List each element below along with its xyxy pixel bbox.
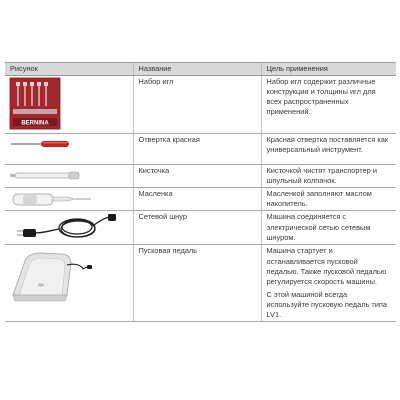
screwdriver-picture [5,134,133,164]
picture-cell [5,245,133,322]
purpose-text: Масленкой заполняют маслом накопитель. [266,189,372,209]
table-row [5,165,396,188]
column-header-picture: Рисунок [5,63,133,76]
name-cell: Масленка [133,188,261,211]
oiler-icon [5,188,133,210]
name-cell: Отвертка красная [133,134,261,165]
table-row [5,134,396,165]
foot-pedal-icon [5,245,133,309]
column-header-name: Название [133,63,261,76]
power-cord-picture [5,211,133,244]
purpose-text: Машина соединяется с электрической сетью сетевым шнуром. [266,212,371,242]
red-screwdriver-icon [5,134,133,164]
picture-cell [5,188,133,211]
purpose-cell [261,134,396,165]
table-row [5,188,396,211]
name-cell: Сетевой шнур [133,211,261,245]
table-row [5,76,396,134]
picture-cell [5,165,133,188]
purpose-text: Красная отвертка поставляется как универсальный инструмент. [266,135,389,155]
purpose-text: Набор игл содержит различные конструкции и толщины игл для всех распространенных применений. [266,77,376,117]
table-row [5,211,396,245]
picture-cell [5,211,133,245]
name-cell: Набор игл [133,76,261,134]
power-cord-icon [5,211,133,244]
column-header-purpose: Цель применения [261,63,396,76]
purpose-text: Машина стартует и останавливается пусковой педалью. Также пусковой педалью регулируется скорость машины. [266,246,387,286]
name-cell: Пусковая педаль [133,245,261,322]
oiler-picture [5,188,133,210]
needle-pack-brand-label: BERNINA [21,120,49,127]
picture-cell [5,76,133,134]
accessories-table [5,62,396,322]
picture-cell [5,134,133,165]
purpose-note-text: С этой машиной всегда используйте пусковую педаль типа LV1. [266,289,388,320]
table-row [5,245,396,322]
needle-pack-icon [5,76,133,133]
brush-icon [5,165,133,187]
purpose-text: Кисточкой чистят транспортер и шпульный колпачок. [266,166,377,186]
purpose-cell [261,165,396,188]
purpose-cell [261,188,396,211]
purpose-cell [261,76,396,134]
foot-pedal-picture [5,245,133,309]
purpose-cell [261,211,396,245]
brush-picture [5,165,133,187]
name-cell: Кисточка [133,165,261,188]
table-header-row [5,63,396,76]
needle-pack-picture [5,76,133,133]
purpose-cell [261,245,396,322]
